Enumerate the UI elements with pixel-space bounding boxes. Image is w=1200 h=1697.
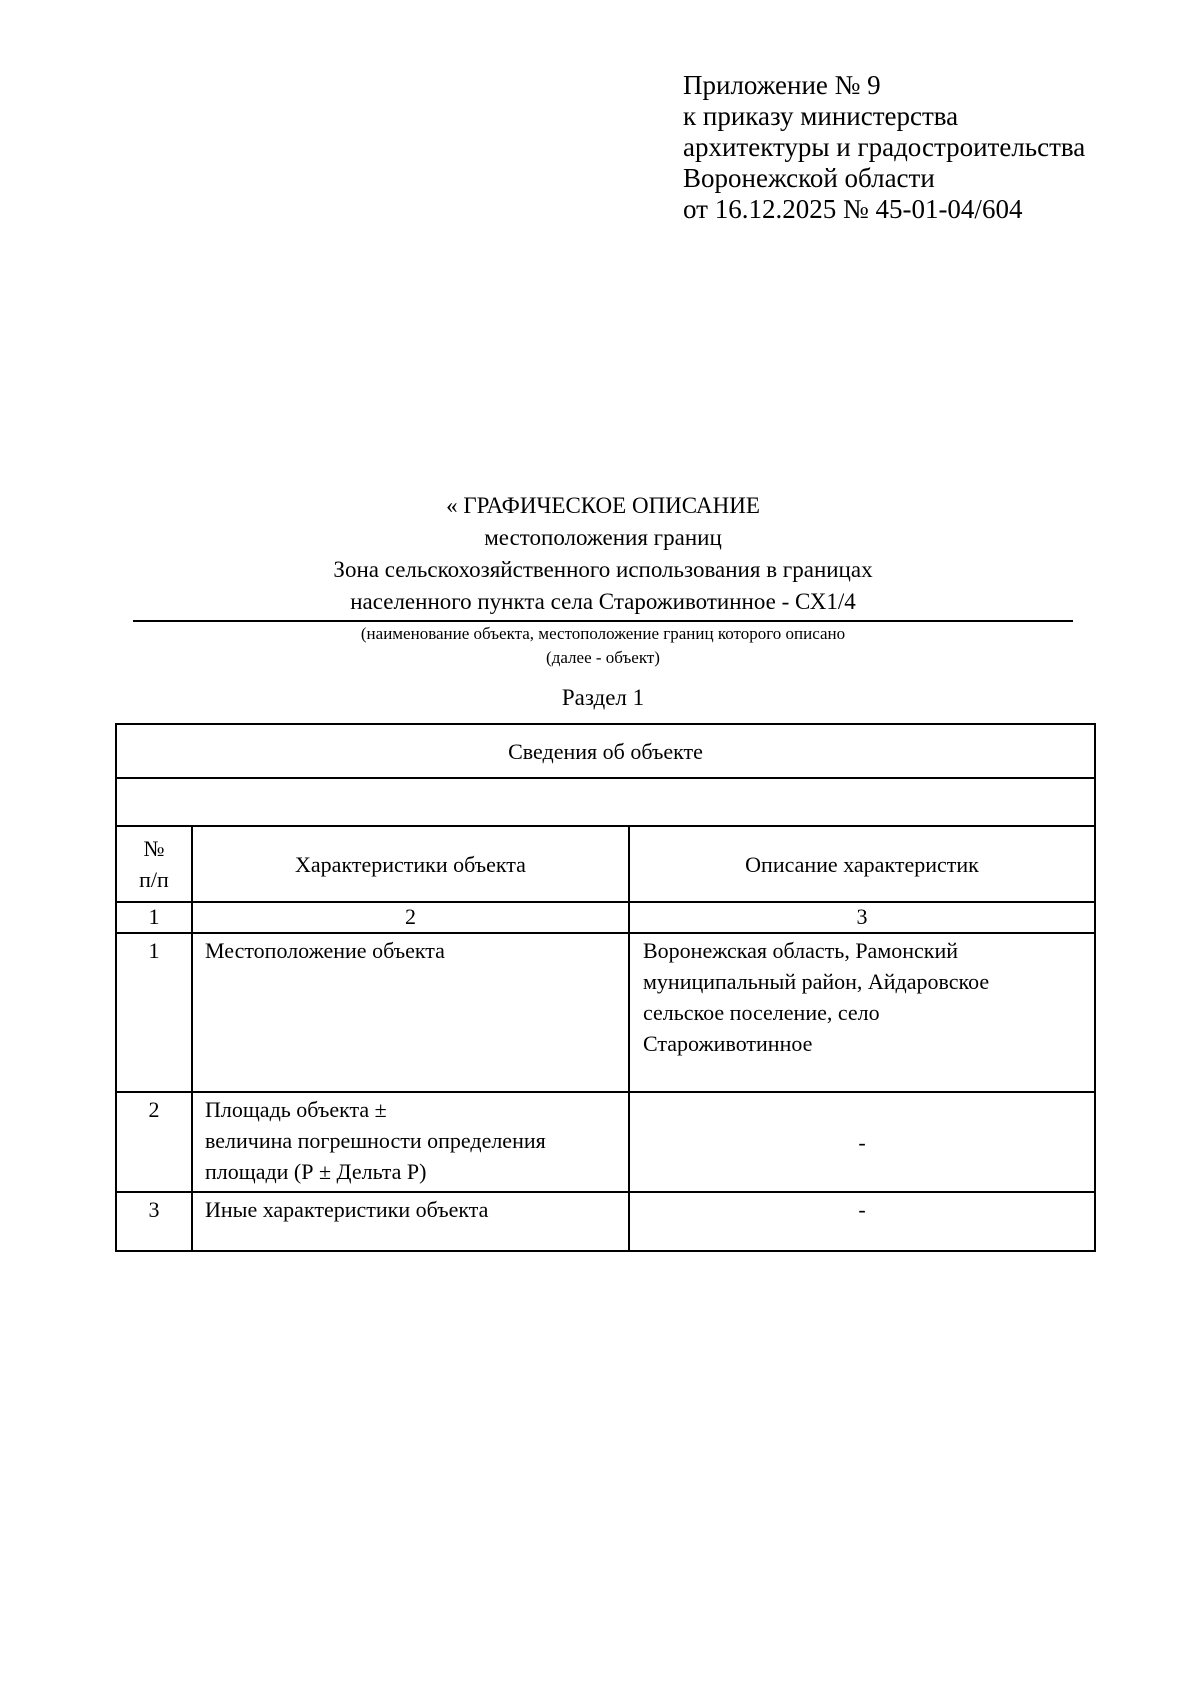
column-index: 1	[116, 902, 192, 933]
row-number: 2	[116, 1092, 192, 1192]
appendix-line: к приказу министерства	[683, 101, 959, 131]
object-name-caption: (далее - объект)	[546, 648, 660, 667]
characteristic-line: площади (Р ± Дельта Р)	[205, 1159, 427, 1184]
characteristic-line: Иные характеристики объекта	[205, 1197, 489, 1222]
table-header-row	[116, 826, 1095, 902]
header-number	[116, 826, 192, 902]
description-line: Воронежская область, Рамонский	[643, 938, 959, 963]
appendix-header	[683, 70, 1085, 225]
object-info-table	[115, 723, 1096, 1252]
row-description: -	[629, 1092, 1095, 1192]
document-subheading: местоположения границ	[484, 525, 722, 550]
characteristic-line: величина погрешности определения	[205, 1128, 546, 1153]
table-index-row	[116, 902, 1095, 933]
object-name-line: населенного пункта села Староживотинное - СХ1/4	[350, 589, 856, 614]
row-characteristic	[192, 933, 629, 1092]
section-title: Раздел 1	[561, 685, 645, 710]
header-number-line: №	[143, 836, 165, 861]
header-number-line: п/п	[139, 867, 169, 892]
row-characteristic	[192, 1192, 629, 1251]
column-index: 2	[192, 902, 629, 933]
header-characteristics: Характеристики объекта	[192, 826, 629, 902]
appendix-line: Воронежской области	[683, 163, 935, 193]
object-name-line: Зона сельскохозяйственного использования в границах	[333, 557, 873, 582]
row-characteristic	[192, 1092, 629, 1192]
table-row	[116, 1092, 1095, 1192]
table-title: Сведения об объекте	[116, 724, 1095, 778]
document-title-block	[133, 490, 1073, 712]
appendix-line: Приложение № 9	[683, 70, 881, 100]
description-line: муниципальный район, Айдаровское	[643, 969, 990, 994]
characteristic-line: Местоположение объекта	[205, 938, 445, 963]
column-index: 3	[629, 902, 1095, 933]
appendix-line: архитектуры и градостроительства	[683, 132, 1086, 162]
row-description	[629, 933, 1095, 1092]
table-title-row	[116, 724, 1095, 778]
table-empty-cell	[116, 778, 1095, 826]
row-number: 3	[116, 1192, 192, 1251]
object-name-caption: (наименование объекта, местоположение границ которого описано	[360, 624, 846, 643]
description-line: Староживотинное	[643, 1031, 813, 1056]
description-line: сельское поселение, село	[643, 1000, 880, 1025]
table-row	[116, 1192, 1095, 1251]
table-empty-row	[116, 778, 1095, 826]
header-description: Описание характеристик	[629, 826, 1095, 902]
row-number: 1	[116, 933, 192, 1092]
appendix-line: от 16.12.2025 № 45-01-04/604	[683, 194, 1023, 224]
table-row	[116, 933, 1095, 1092]
document-heading: « ГРАФИЧЕСКОЕ ОПИСАНИЕ	[446, 493, 760, 518]
row-description: -	[629, 1192, 1095, 1251]
characteristic-line: Площадь объекта ±	[205, 1097, 387, 1122]
